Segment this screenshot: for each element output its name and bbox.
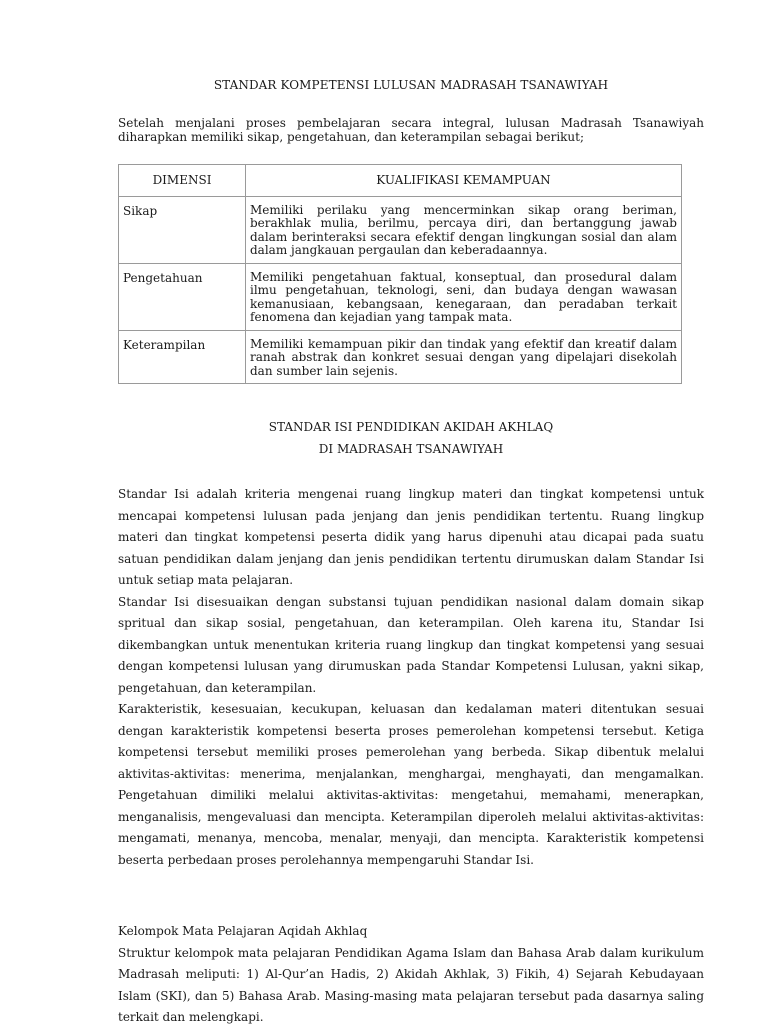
section-title-line-1: STANDAR ISI PENDIDIKAN AKIDAH AKHLAQ — [268, 420, 554, 434]
page-title: STANDAR KOMPETENSI LULUSAN MADRASAH TSANAWIYAH — [213, 78, 609, 92]
table-header-row — [119, 165, 682, 197]
section-title — [118, 416, 704, 460]
table-cell-description: Memiliki kemampuan pikir dan tindak yang efektif dan kreatif dalam ranah abstrak dan konkret sesuai dengan yang dipelajari disekolah dan sumber lain sejenis. — [246, 330, 682, 384]
table-cell-description: Memiliki perilaku yang mencerminkan sikap orang beriman, berakhlak mulia, berilmu, percaya diri, dan bertanggung jawab dalam berinteraksi secara efektif dengan lingkungan sosial dan alam dalam jangkauan pergaulan dan keberadaannya. — [246, 196, 682, 263]
intro-paragraph: Setelah menjalani proses pembelajaran secara integral, lulusan Madrasah Tsanawiyah diharapkan memiliki sikap, pengetahuan, dan keterampilan sebagai berikut; — [118, 116, 704, 144]
subheading: Kelompok Mata Pelajaran Aqidah Akhlaq — [118, 924, 368, 938]
table-header-qualification: KUALIFIKASI KEMAMPUAN — [246, 165, 682, 197]
body-text — [118, 484, 704, 871]
table-row — [119, 263, 682, 330]
body-paragraph-last: Struktur kelompok mata pelajaran Pendidikan Agama Islam dan Bahasa Arab dalam kurikulum Madrasah meliputi: 1) Al-Qur’an Hadis, 2) Akidah Akhlak, 3) Fikih, 4) Sejarah Kebudayaan Islam (SKI), dan 5) Bahasa Arab. Masing-masing mata pelajaran tersebut pada dasarnya saling terkait dan melengkapi. — [118, 945, 704, 1024]
table-cell-description: Memiliki pengetahuan faktual, konseptual, dan prosedural dalam ilmu pengetahuan, teknologi, seni, dan budaya dengan wawasan kemanusiaan, kebangsaan, kenegaraan, dan peradaban terkait fenomena dan kejadian yang tampak mata. — [246, 263, 682, 330]
table-row — [119, 330, 682, 384]
section-title-line-2: DI MADRASAH TSANAWIYAH — [318, 442, 504, 456]
table-row — [119, 196, 682, 263]
table-header-dimension: DIMENSI — [119, 165, 246, 197]
table-cell-dimension: Pengetahuan — [119, 263, 246, 330]
table-cell-dimension: Keterampilan — [119, 330, 246, 384]
body-paragraph: Standar Isi adalah kriteria mengenai ruang lingkup materi dan tingkat kompetensi untuk mencapai kompetensi lulusan pada jenjang dan jenis pendidikan tertentu. Ruang lingkup materi dan tingkat kompetensi peserta didik yang harus dipenuhi atau dicapai pada suatu satuan pendidikan dalam jenjang dan jenis pendidikan tertentu dirumuskan dalam Standar Isi untuk setiap mata pelajaran. — [118, 487, 704, 587]
table-cell-dimension: Sikap — [119, 196, 246, 263]
competency-table — [118, 164, 682, 384]
document-page — [118, 78, 704, 1029]
body-paragraph: Karakteristik, kesesuaian, kecukupan, keluasan dan kedalaman materi ditentukan sesuai dengan karakteristik kompetensi beserta proses pemerolehan kompetensi tersebut. Ketiga kompetensi tersebut memiliki proses pemerolehan yang berbeda. Sikap dibentuk melalui aktivitas-aktivitas: menerima, menjalankan, menghargai, menghayati, dan mengamalkan. Pengetahuan dimiliki melalui aktivitas-aktivitas: mengetahui, memahami, menerapkan, menganalisis, mengevaluasi dan mencipta. Keterampilan diperoleh melalui aktivitas-aktivitas: mengamati, menanya, mencoba, menalar, menyaji, dan mencipta. Karakteristik kompetensi beserta perbedaan proses perolehannya mempengaruhi Standar Isi. — [118, 702, 704, 867]
body-paragraph: Standar Isi disesuaikan dengan substansi tujuan pendidikan nasional dalam domain sikap spritual dan sikap sosial, pengetahuan, dan keterampilan. Oleh karena itu, Standar Isi dikembangkan untuk menentukan kriteria ruang lingkup dan tingkat kompetensi yang sesuai dengan kompetensi lulusan yang dirumuskan pada Standar Kompetensi Lulusan, yakni sikap, pengetahuan, dan keterampilan. — [118, 594, 704, 695]
